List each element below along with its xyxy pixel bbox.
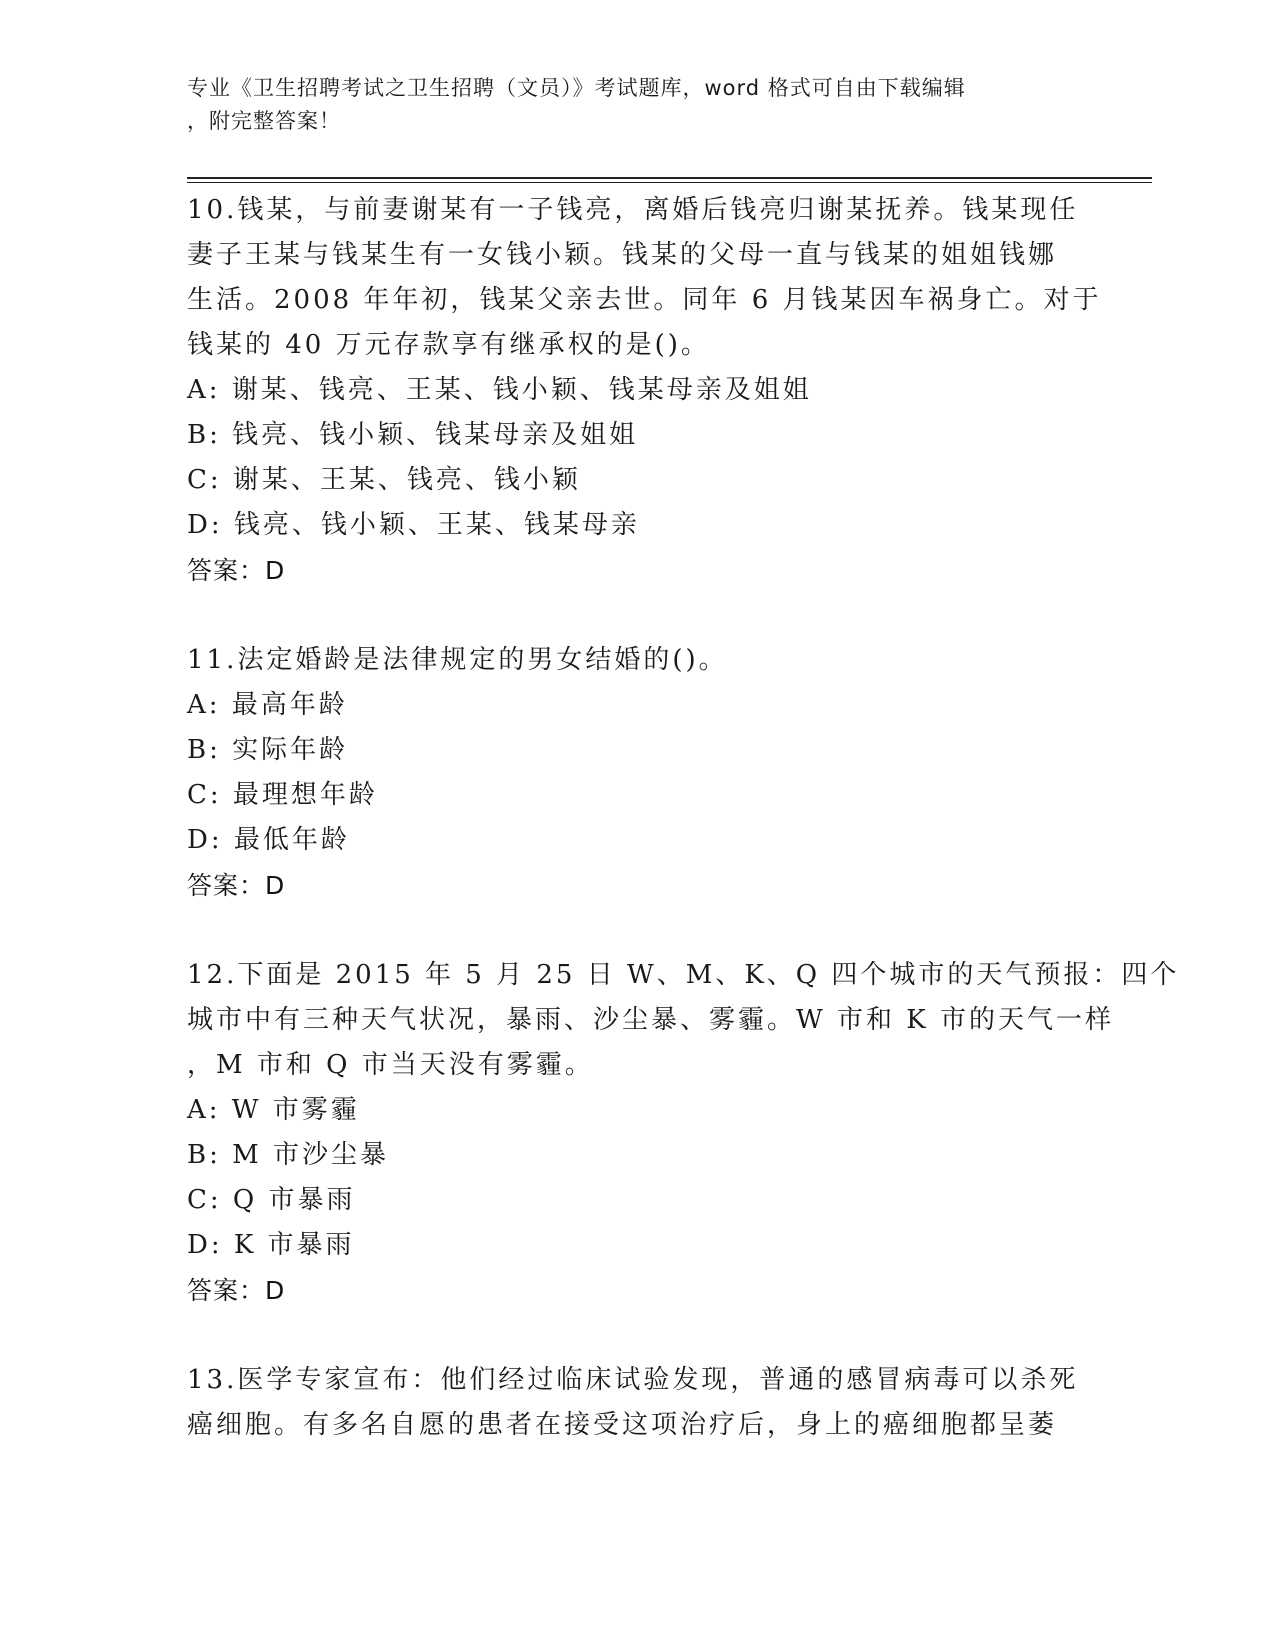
question-stem-line: 妻子王某与钱某生有一女钱小颖。钱某的父母一直与钱某的姐姐钱娜: [187, 240, 1058, 270]
option-c: C: 谢某、王某、钱亮、钱小颖: [187, 465, 581, 495]
header-divider-thick: [187, 177, 1152, 179]
question-stem-line: 钱某的 40 万元存款享有继承权的是()。: [187, 330, 710, 360]
option-a: A: 最高年龄: [187, 690, 348, 720]
question-stem-line: 10.钱某，与前妻谢某有一子钱亮，离婚后钱亮归谢某抚养。钱某现任: [187, 195, 1079, 225]
document-header: [187, 72, 1067, 138]
option-b: B: M 市沙尘暴: [187, 1140, 390, 1170]
answer-label: 答案：D: [187, 556, 286, 585]
question-stem-line: 12.下面是 2015 年 5 月 25 日 W、M、K、Q 四个城市的天气预报：四个: [187, 960, 1180, 990]
option-a: A: W 市雾霾: [187, 1095, 360, 1125]
header-divider-thin: [187, 182, 1152, 183]
option-d: D: 钱亮、钱小颖、王某、钱某母亲: [187, 510, 640, 540]
option-d: D: 最低年龄: [187, 825, 350, 855]
option-d: D: K 市暴雨: [187, 1230, 355, 1260]
question-stem-line: ，M 市和 Q 市当天没有雾霾。: [187, 1050, 594, 1080]
question-stem-line: 11.法定婚龄是法律规定的男女结婚的()。: [187, 645, 728, 675]
question-stem-line: 癌细胞。有多名自愿的患者在接受这项治疗后，身上的癌细胞都呈萎: [187, 1410, 1058, 1440]
option-b: B: 钱亮、钱小颖、钱某母亲及姐姐: [187, 420, 639, 450]
question-list: [187, 188, 1180, 1493]
question-stem-line: 生活。2008 年年初，钱某父亲去世。同年 6 月钱某因车祸身亡。对于: [187, 285, 1102, 315]
question-stem-line: 13.医学专家宣布：他们经过临床试验发现，普通的感冒病毒可以杀死: [187, 1365, 1079, 1395]
question-13: [187, 1358, 1087, 1448]
question-stem-line: 城市中有三种天气状况，暴雨、沙尘暴、雾霾。W 市和 K 市的天气一样: [187, 1005, 1114, 1035]
question-10: [187, 188, 1102, 593]
answer-label: 答案：D: [187, 871, 286, 900]
option-c: C: Q 市暴雨: [187, 1185, 356, 1215]
question-11: [187, 638, 1087, 908]
question-12: [187, 953, 1180, 1313]
header-line-1: 专业《卫生招聘考试之卫生招聘（文员）》考试题库，word 格式可自由下载编辑: [187, 76, 966, 100]
option-b: B: 实际年龄: [187, 735, 349, 765]
option-c: C: 最理想年龄: [187, 780, 378, 810]
header-line-2: ，附完整答案！: [187, 109, 341, 133]
option-a: A: 谢某、钱亮、王某、钱小颖、钱某母亲及姐姐: [187, 375, 812, 405]
answer-label: 答案：D: [187, 1276, 286, 1305]
